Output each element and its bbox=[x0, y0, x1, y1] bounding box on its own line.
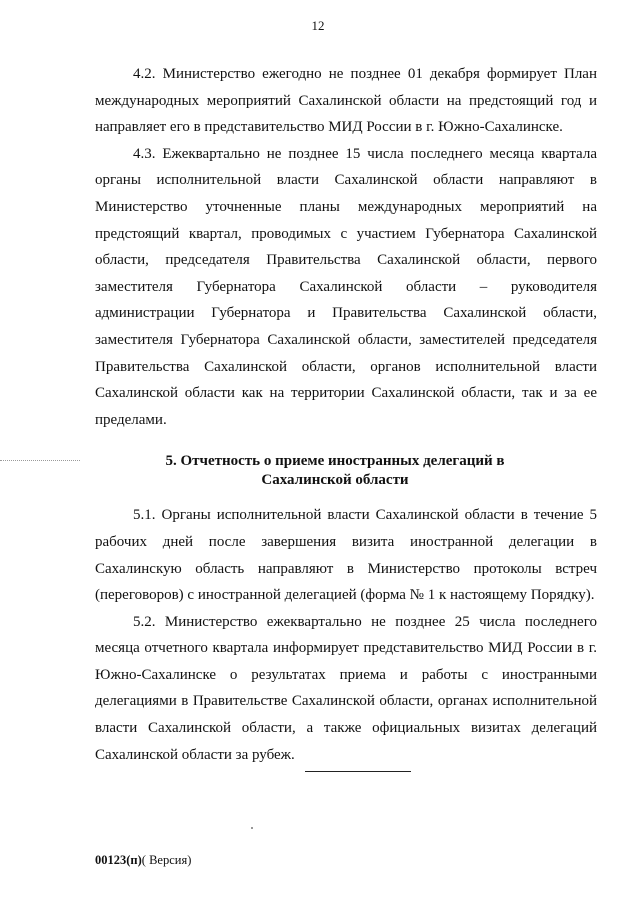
paragraph-5-2: 5.2. Министерство ежеквартально не позднее 25 числа последнего месяца отчетного квартала информирует представительство МИД России в г. Южно-Сахалинске о результатах приема и работы с иностранными делегациями в Правительстве Сахалинской области, органах исполнительной власти Сахалинской области, а также официальных визитах делегаций Сахалинской области за рубеж. bbox=[95, 613, 597, 763]
page-number: 12 bbox=[311, 18, 325, 33]
scan-artifact-speck bbox=[251, 827, 253, 829]
section-5-heading-line1: 5. Отчетность о приеме иностранных делегаций в bbox=[165, 453, 505, 470]
section-5-heading bbox=[95, 452, 597, 490]
section-5-heading-line2: Сахалинской области bbox=[261, 472, 409, 489]
paragraph-4-2: 4.2. Министерство ежегодно не позднее 01 декабря формирует План международных мероприятий Сахалинской области на предстоящий год и направляет его в представительство МИД России в г. Южно-Сахалинске. bbox=[95, 66, 597, 136]
document-body bbox=[95, 61, 597, 768]
document-code bbox=[95, 853, 191, 868]
document-version: ( Версия) bbox=[141, 853, 192, 867]
document-code-number: 00123(п) bbox=[95, 853, 142, 867]
paragraph-5-1: 5.1. Органы исполнительной власти Сахалинской области в течение 5 рабочих дней после завершения визита иностранной делегации в Сахалинскую область направляют в Министерство протоколы встреч (переговоров) с иностранной делегацией (форма № 1 к настоящему Порядку). bbox=[95, 507, 597, 604]
scan-artifact-dots bbox=[0, 460, 80, 465]
paragraph-4-3: 4.3. Ежеквартально не позднее 15 числа последнего месяца квартала органы исполнительной власти Сахалинской области направляют в Министерство уточненные планы международных мероприятий на предстоящий квартал, проводимых с участием Губернатора Сахалинской области, председателя Правительства Сахалинской области, первого заместителя Губернатора Сахалинской области – руководителя администрации Губернатора и Правительства Сахалинской области, заместителя Губернатора Сахалинской области, заместителей председателя Правительства Сахалинской области, органов исполнительной власти Сахалинской области как на территории Сахалинской области, так и за ее пределами. bbox=[95, 145, 597, 428]
end-of-text-rule bbox=[305, 771, 411, 772]
